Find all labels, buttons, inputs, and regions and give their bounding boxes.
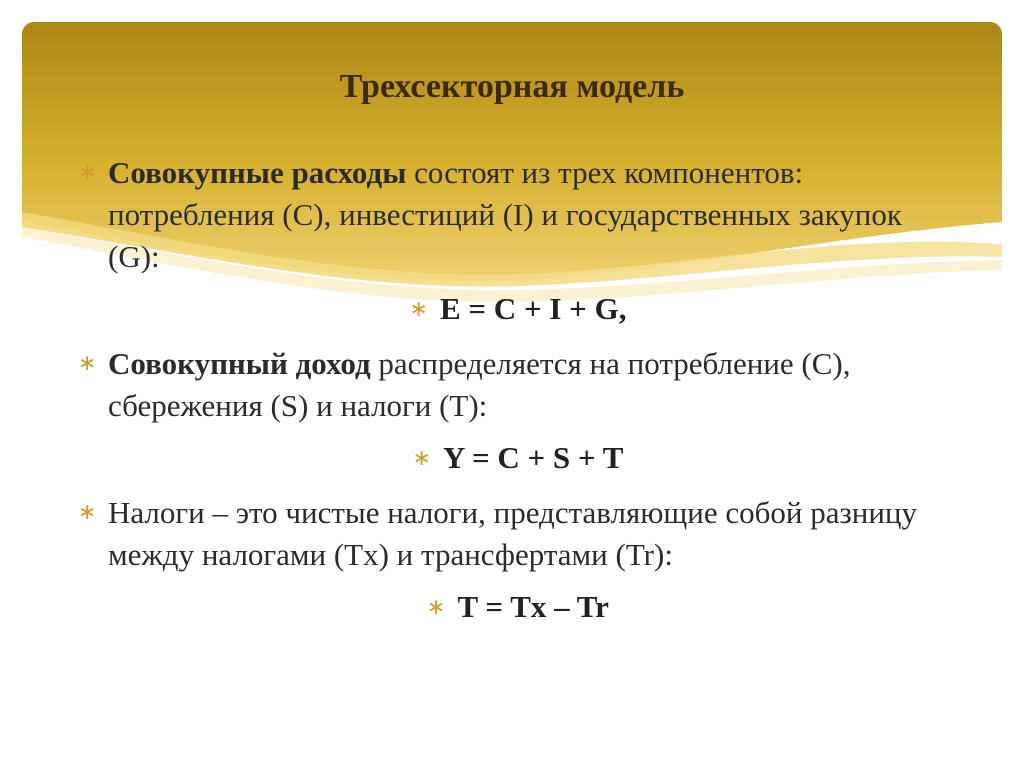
asterisk-icon: ∗ [427,595,446,620]
formula-line [78,288,958,331]
formula-line [78,437,958,480]
bullet-item [78,152,958,278]
slide-content [78,152,958,641]
formula-text: E = C + I + G, [439,291,627,326]
asterisk-icon: ∗ [412,446,431,471]
bullet-text: состоят из трех компонентов: потребления (С), инвестиций (I) и государственных закупок (G): [108,155,902,274]
bullet-text: Налоги – это чистые налоги, представляющие собой разницу между налогами (Tx) и трансфертами (Tr): [108,495,917,572]
formula-text: Y = C + S + T [442,440,624,475]
bullet-bold-term: Совокупный доход [108,346,371,381]
asterisk-icon: ∗ [78,500,97,525]
asterisk-icon: ∗ [78,160,97,185]
bullet-item [78,343,958,427]
formula-line [78,586,958,629]
formula-text: T = Tx – Tr [457,589,609,624]
bullet-text: распределяется на потребление (С), сбережения (S) и налоги (Т): [108,346,851,423]
asterisk-icon: ∗ [78,351,97,376]
bullet-item [78,492,958,576]
asterisk-icon: ∗ [409,297,428,322]
slide-title: Трехсекторная модель [339,68,685,105]
bullet-bold-term: Совокупные расходы [108,155,407,190]
